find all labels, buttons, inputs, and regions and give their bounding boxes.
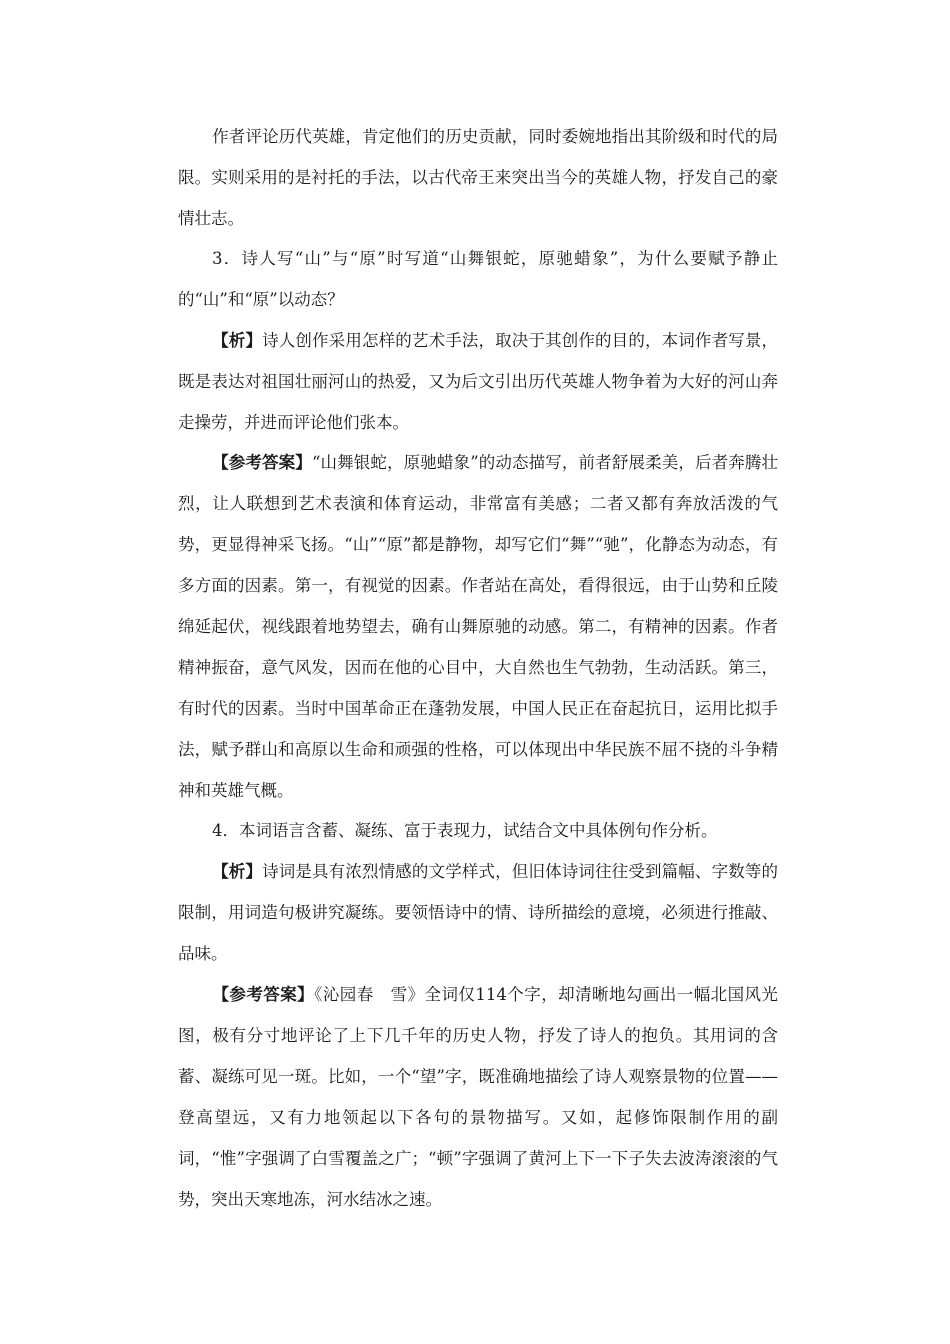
analysis-tag: 【析】 xyxy=(212,862,263,881)
answer-tag: 【参考答案】 xyxy=(212,453,312,472)
answer-tag: 【参考答案】 xyxy=(212,985,315,1004)
paragraph-text: 作者评论历代英雄，肯定他们的历史贡献，同时委婉地指出其阶级和时代的局限。实则采用的是衬托的手法，以古代帝王来突出当今的英雄人物，抒发自己的豪情壮志。 xyxy=(178,127,778,228)
answer-text: “山舞银蛇，原驰蜡象”的动态描写，前者舒展柔美，后者奔腾壮烈，让人联想到艺术表演和体育运动，非常富有美感；二者又都有奔放活泼的气势，更显得神采飞扬。“山”“原”都是静物，却写它们“舞”“驰”，化静态为动态，有多方面的因素。第一，有视觉的因素。作者站在高处，看得很远，由于山势和丘陵绵延起伏，视线跟着地势望去，确有山舞原驰的动感。第二，有精神的因素。作者精神振奋，意气风发，因而在他的心目中，大自然也生气勃勃，生动活跃。第三，有时代的因素。当时中国革命正在蓬勃发展，中国人民正在奋起抗日，运用比拟手法，赋予群山和高原以生命和顽强的性格，可以体现出中华民族不屈不挠的斗争精神和英雄气概。 xyxy=(178,453,779,800)
question-4 xyxy=(178,810,778,851)
paragraph-intro xyxy=(178,116,778,239)
analysis-text: 诗词是具有浓烈情感的文学样式，但旧体诗词往往受到篇幅、字数等的限制，用词造句极讲究凝练。要领悟诗中的情、诗所描绘的意境，必须进行推敲、品味。 xyxy=(178,862,779,963)
analysis-3 xyxy=(178,320,778,443)
question-text: 3．诗人写“山”与“原”时写道“山舞银蛇，原驰蜡象”，为什么要赋予静止的“山”和“原”以动态？ xyxy=(178,249,778,309)
question-3 xyxy=(178,238,778,320)
question-text: 4．本词语言含蓄、凝练、富于表现力，试结合文中具体例句作分析。 xyxy=(212,821,718,840)
answer-3 xyxy=(178,442,778,811)
analysis-text: 诗人创作采用怎样的艺术手法，取决于其创作的目的，本词作者写景，既是表达对祖国壮丽河山的热爱，又为后文引出历代英雄人物争着为大好的河山奔走操劳，并进而评论他们张本。 xyxy=(178,331,779,432)
analysis-tag: 【析】 xyxy=(212,331,263,350)
analysis-4 xyxy=(178,851,778,974)
answer-text: 《沁园春 雪》全词仅114个字，却清晰地勾画出一幅北国风光图，极有分寸地评论了上下几千年的历史人物，抒发了诗人的抱负。其用词的含蓄、凝练可见一斑。比如，一个“望”字，既准确地描绘了诗人观察景物的位置——登高望远，又有力地领起以下各句的景物描写。又如，起修饰限制作用的副词，“惟”字强调了白雪覆盖之广；“顿”字强调了黄河上下一下子失去波涛滚滚的气势，突出天寒地冻，河水结冰之速。 xyxy=(178,985,779,1209)
answer-4 xyxy=(178,974,778,1220)
